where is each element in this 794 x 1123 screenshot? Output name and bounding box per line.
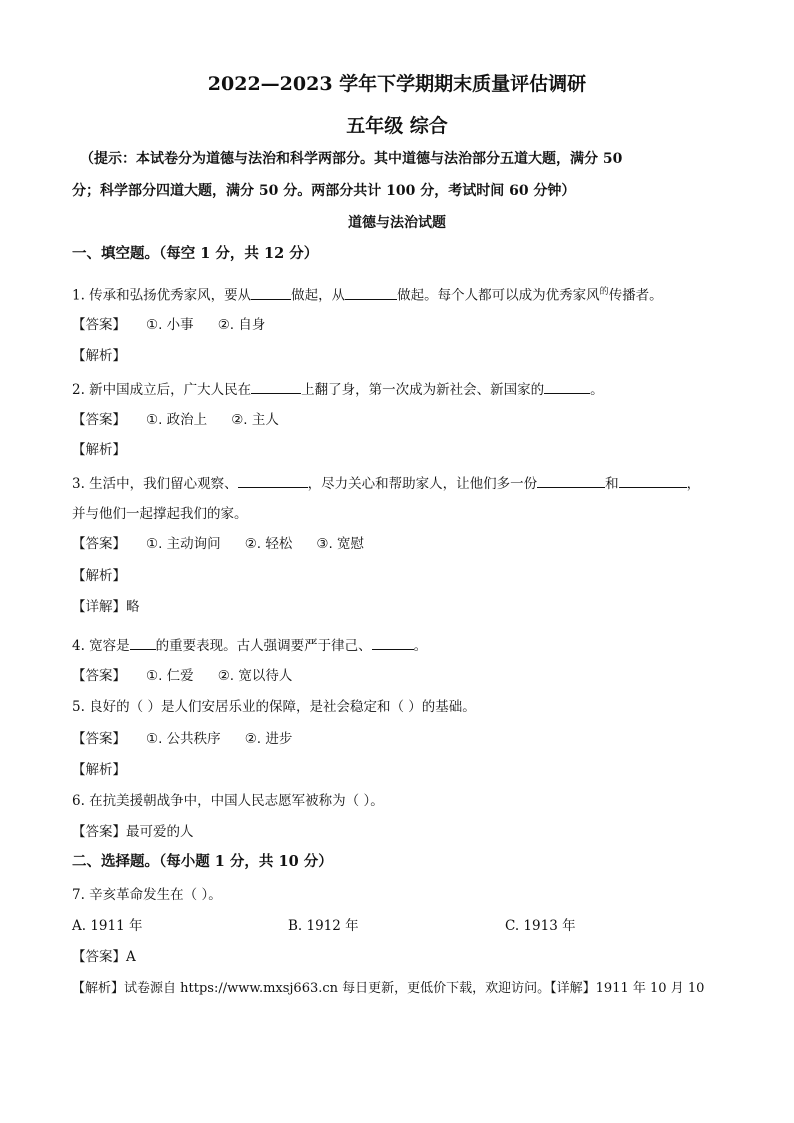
answer-1	[72, 316, 289, 334]
option-b: B. 1912 年	[288, 918, 359, 934]
answer-3-item-1: ①. 主动询问	[146, 536, 221, 552]
exam-note-line-1: （提示：本试卷分为道德与法治和科学两部分。其中道德与法治部分五道大题，满分 50	[80, 151, 623, 167]
question-4	[72, 636, 427, 655]
answer-blank	[251, 380, 301, 394]
question-2	[72, 380, 604, 399]
question-4-text-b: 的重要表现。古人强调要严于律己、	[155, 638, 372, 654]
question-3	[72, 474, 700, 493]
answer-tag: 【答案】	[72, 824, 126, 840]
answer-7-text: A	[126, 949, 136, 965]
question-2-text-c: 。	[590, 382, 604, 398]
question-3-text-a: 3. 生活中，我们留心观察、	[72, 476, 238, 492]
question-4-text-a: 4. 宽容是	[72, 638, 130, 654]
answer-3-item-2: ②. 轻松	[244, 536, 293, 552]
answer-blank	[251, 286, 291, 300]
answer-1-item-2: ②. 自身	[217, 317, 266, 333]
section-title: 道德与法治试题	[348, 215, 446, 231]
answer-5-item-1: ①. 公共秩序	[146, 731, 221, 747]
answer-4-item-1: ①. 仁爱	[146, 668, 194, 684]
analysis-tag: 【解析】	[72, 981, 125, 996]
answer-3	[72, 535, 388, 553]
question-2-text-a: 2. 新中国成立后，广大人民在	[72, 382, 252, 398]
question-1-text-b: 做起，从	[291, 287, 346, 304]
exam-subtitle: 五年级 综合	[346, 115, 448, 137]
analysis-7	[72, 980, 704, 998]
question-1-text-d: 传播者。	[608, 287, 663, 304]
question-1-text-c: 做起。每个人都可以成为优秀家风	[397, 287, 600, 304]
exam-title: 2022—2023 学年下学期期末质量评估调研	[207, 73, 587, 95]
question-3-line-2: 并与他们一起撑起我们的家。	[72, 506, 248, 522]
answer-blank	[130, 636, 156, 650]
question-1	[72, 283, 663, 305]
exam-note-line-2: 分；科学部分四道大题，满分 50 分。两部分共计 100 分，考试时间 60 分钟）	[72, 183, 576, 199]
answer-4	[72, 667, 316, 685]
analysis-3: 【解析】	[72, 568, 126, 584]
analysis-7-text: 试卷源自 https://www.mxsj663.cn 每日更新，更低价下载，欢迎访问。【详解】1911 年 10 月 10	[124, 981, 705, 996]
answer-blank	[345, 286, 397, 300]
question-5: 5. 良好的（ ）是人们安居乐业的保障，是社会稳定和（ ）的基础。	[72, 699, 476, 715]
answer-3-item-3: ③. 宽慰	[316, 536, 365, 552]
answer-2	[72, 411, 303, 429]
answer-tag: 【答案】	[72, 949, 126, 965]
answer-6	[72, 823, 194, 841]
question-4-text-c: 。	[413, 638, 428, 654]
answer-tag: 【答案】	[72, 731, 126, 747]
question-6: 6. 在抗美援朝战争中，中国人民志愿军被称为（ ）。	[72, 793, 384, 809]
answer-5	[72, 730, 316, 748]
answer-blank	[544, 380, 590, 394]
answer-4-item-2: ②. 宽以待人	[217, 668, 293, 684]
answer-blank	[372, 636, 414, 650]
detail-3: 【详解】略	[72, 599, 140, 615]
answer-blank	[537, 474, 605, 488]
analysis-1: 【解析】	[72, 348, 126, 364]
question-3-text-d: ，	[686, 476, 701, 492]
answer-7	[72, 948, 136, 966]
answer-blank	[619, 474, 687, 488]
question-1-text-a: 1. 传承和弘扬优秀家风，要从	[72, 287, 252, 304]
answer-5-item-2: ②. 进步	[244, 731, 293, 747]
option-a: A. 1911 年	[72, 918, 143, 934]
question-1-sup: 的	[599, 287, 609, 297]
answer-tag: 【答案】	[72, 668, 126, 684]
answer-2-item-2: ②. 主人	[231, 412, 279, 428]
analysis-2: 【解析】	[72, 442, 126, 458]
question-3-text-b: ，尽力关心和帮助家人，让他们多一份	[307, 476, 538, 492]
answer-6-text: 最可爱的人	[126, 824, 194, 840]
question-7: 7. 辛亥革命发生在（ ）。	[72, 887, 222, 903]
answer-tag: 【答案】	[72, 536, 126, 552]
analysis-5: 【解析】	[72, 762, 126, 778]
answer-tag: 【答案】	[72, 412, 126, 428]
part1-heading: 一、填空题。（每空 1 分，共 12 分）	[72, 245, 319, 262]
answer-1-item-1: ①. 小事	[146, 317, 194, 333]
answer-tag: 【答案】	[72, 317, 126, 333]
answer-2-item-1: ①. 政治上	[146, 412, 208, 428]
part2-heading: 二、选择题。（每小题 1 分，共 10 分）	[72, 853, 333, 870]
answer-blank	[238, 474, 308, 488]
question-3-text-c: 和	[605, 476, 619, 492]
question-2-text-b: 上翻了身，第一次成为新社会、新国家的	[301, 382, 545, 398]
option-c: C. 1913 年	[505, 918, 576, 934]
